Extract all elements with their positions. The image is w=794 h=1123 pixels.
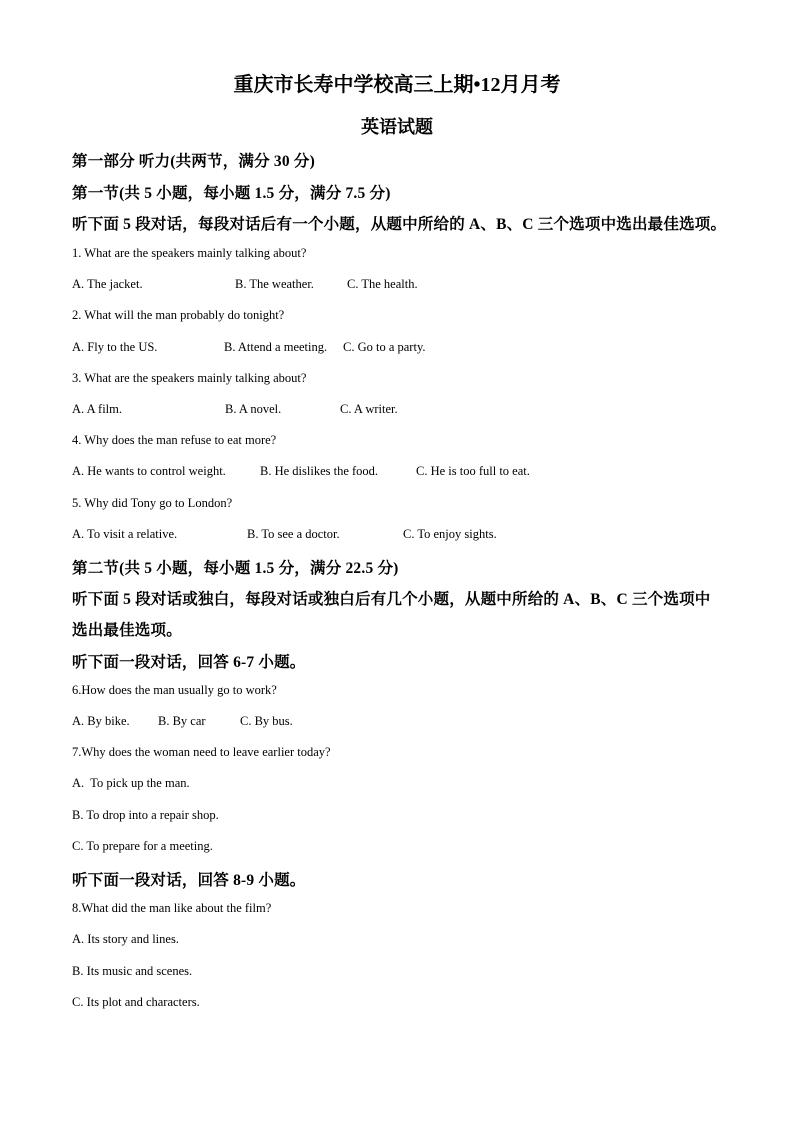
q3-option-a: A. A film. [72,402,123,416]
q1-option-b: B. The weather. [235,277,314,291]
exam-subtitle: 英语试题 [361,117,433,137]
q6-option-c: C. By bus. [240,714,293,728]
q1-option-a: A. The jacket. [72,277,143,291]
q5-option-c: C. To enjoy sights. [403,527,497,541]
q1-option-c: C. The health. [347,277,418,291]
section2-instruction-line1: 听下面 5 段对话或独白，每段对话或独白后有几个小题，从题中所给的 A、B、C 三个选项中 [72,591,711,608]
q3-option-c: C. A writer. [340,402,398,416]
section1-heading: 第一节(共 5 小题，每小题 1.5 分，满分 7.5 分) [72,185,391,202]
q5-option-b: B. To see a doctor. [247,527,340,541]
question-4: 4. Why does the man refuse to eat more? [72,433,277,447]
section2-heading: 第二节(共 5 小题，每小题 1.5 分，满分 22.5 分) [72,560,399,577]
q2-option-a: A. Fly to the US. [72,340,158,354]
q7-option-c: C. To prepare for a meeting. [72,839,213,853]
question-7: 7.Why does the woman need to leave earlier today? [72,745,331,759]
question-3: 3. What are the speakers mainly talking about? [72,371,307,385]
section2-instruction-line2: 选出最佳选项。 [72,622,182,639]
q5-option-a: A. To visit a relative. [72,527,178,541]
q8-option-c: C. Its plot and characters. [72,995,200,1009]
question-2: 2. What will the man probably do tonight? [72,308,285,322]
q4-option-b: B. He dislikes the food. [260,464,379,478]
part1-heading: 第一部分 听力(共两节，满分 30 分) [72,153,315,170]
group2-heading: 听下面一段对话，回答 8-9 小题。 [72,872,306,889]
q7-option-a: A. To pick up the man. [72,776,190,790]
q3-option-b: B. A novel. [225,402,282,416]
q4-option-a: A. He wants to control weight. [72,464,226,478]
section1-instruction: 听下面 5 段对话，每段对话后有一个小题，从题中所给的 A、B、C 三个选项中选出最佳选项。 [72,216,727,233]
question-8: 8.What did the man like about the film? [72,901,272,915]
q8-option-a: A. Its story and lines. [72,932,179,946]
q2-option-c: C. Go to a party. [343,340,426,354]
question-6: 6.How does the man usually go to work? [72,683,277,697]
q2-option-b: B. Attend a meeting. [224,340,328,354]
q6-option-b: B. By car [158,714,206,728]
q8-option-b: B. Its music and scenes. [72,964,193,978]
q7-option-b: B. To drop into a repair shop. [72,808,219,822]
question-1: 1. What are the speakers mainly talking about? [72,246,307,260]
question-5: 5. Why did Tony go to London? [72,496,233,510]
q6-option-a: A. By bike. [72,714,130,728]
group1-heading: 听下面一段对话，回答 6-7 小题。 [72,654,306,671]
exam-title: 重庆市长寿中学校高三上期•12月月考 [233,74,561,96]
q4-option-c: C. He is too full to eat. [416,464,530,478]
